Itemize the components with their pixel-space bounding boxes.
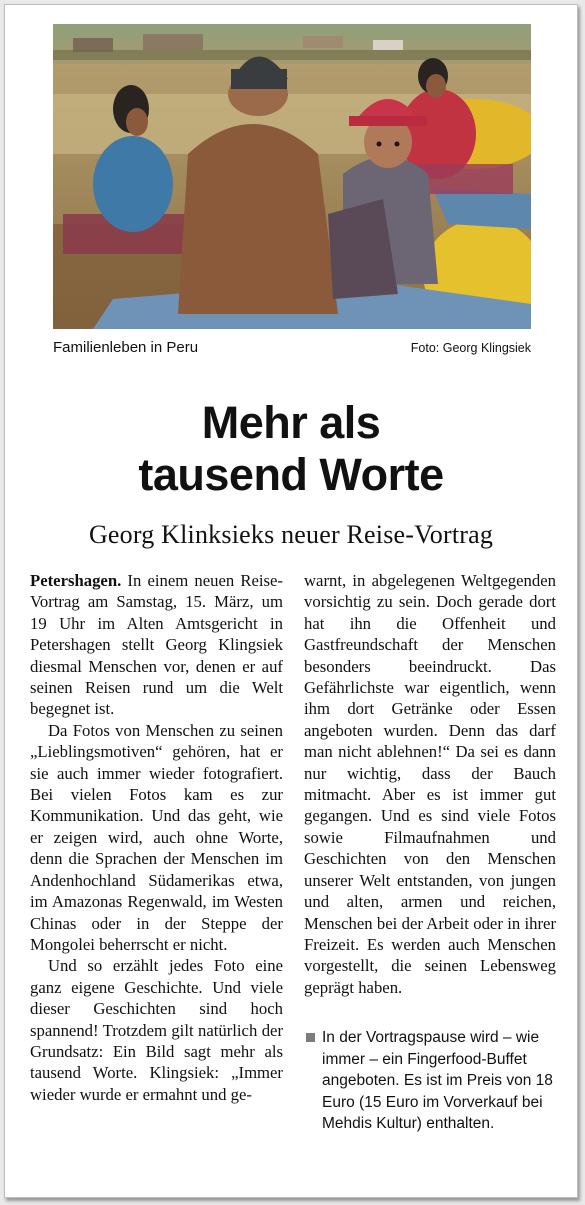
photo-credit: Foto: Georg Klingsiek: [410, 341, 531, 355]
article-column-left: [30, 570, 283, 1105]
subheadline: Georg Klinksieks neuer Reise-Vortrag: [88, 520, 494, 549]
headline-line-1: Mehr als: [201, 397, 381, 448]
info-box-text: In der Vortragspause wird – wie immer – ein Fingerfood-Buffet angeboten. Es ist im Preis von 18 Euro (15 Euro im Vorverkauf bei Mehdis Kultur) enthalten.: [322, 1029, 553, 1132]
bullet-square-icon: [306, 1033, 315, 1042]
article-photo: [53, 24, 531, 329]
dateline: Petershagen.: [30, 571, 122, 590]
newspaper-clipping: [4, 4, 578, 1198]
info-box: [304, 1027, 556, 1135]
article-paragraph: Und so erzählt jedes Foto eine ganz eigene Geschichte. Und viele dieser Geschichten sind hoch spannend! Trotzdem gilt natürlich der Grundsatz: Ein Bild sagt mehr als tausend Worte. Klingsiek: „Immer wieder wurde er ermahnt und ge-: [30, 956, 283, 1104]
headline-line-2: tausend Worte: [138, 449, 444, 500]
article-paragraph: warnt, in abgelegenen Weltgegenden vorsichtig zu sein. Doch gerade dort hat ihn die Offenheit und Gastfreundschaft der Menschen besonders beeindruckt. Das Gefährlichste war eigentlich, wenn ihm dort Getränke oder Essen angeboten wurden. Denn das darf man nicht ablehnen!“ Da sei es dann nur wichtig, dass der Bauch mitmacht. Aber es ist immer gut gegangen. Und es sind viele Fotos sowie Filmaufnahmen und Geschichten von den Menschen unserer Welt entstanden, von jungen und alten, armen und reichen, Menschen bei der Arbeit oder in ihrer Freizeit. Es werden auch Menschen vorgestellt, die seinen Lebensweg geprägt haben.: [304, 571, 556, 997]
article-paragraph: Da Fotos von Menschen zu seinen „Lieblingsmotiven“ gehören, hat er sie auch immer wieder fotografiert. Bei vielen Fotos kam es zur Kommunikation. Und das geht, wie er zeigen wird, auch ohne Worte, denn die Sprachen der Menschen im Andenhochland Südamerikas etwa, im Amazonas Regenwald, im Westen Chinas oder in der Steppe der Mongolei beherrscht er nicht.: [30, 720, 283, 954]
paragraph-1-text: In einem neuen Reise-Vortrag am Samstag, 15. März, um 19 Uhr im Alten Amtsgericht in Petershagen stellt Georg Klingsiek diesmal Menschen vor, denen er auf seinen Reisen rund um die Welt begegnet ist.: [30, 571, 283, 719]
article-column-right: [304, 570, 556, 998]
headline: [25, 397, 557, 501]
article-paragraph: [30, 570, 283, 720]
photo-caption: Familienleben in Peru: [53, 339, 199, 356]
